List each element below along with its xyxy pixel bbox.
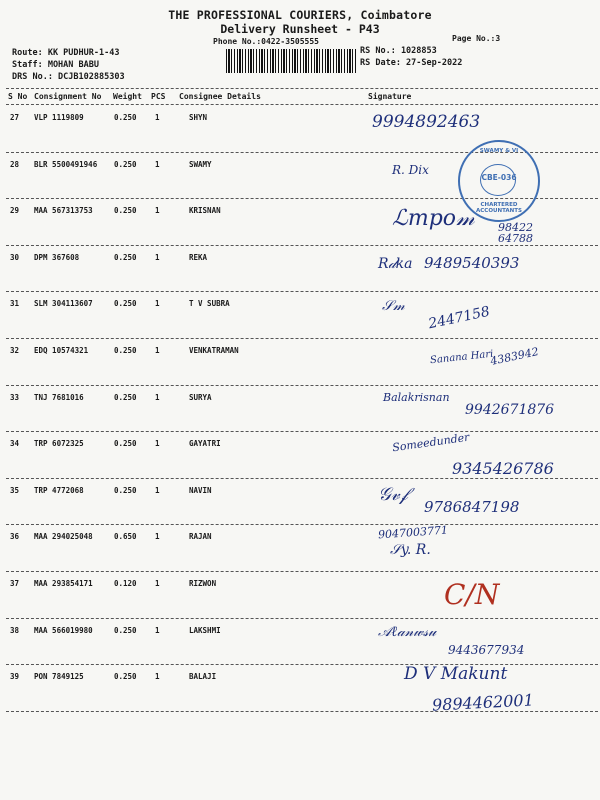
col-weight: Weight [113, 92, 142, 101]
row-consignment: VLP 1119809 [34, 113, 84, 122]
handwritten-name: Someedunder [391, 430, 471, 455]
row-pcs: 1 [155, 346, 160, 355]
row-consignee: SHYN [189, 113, 208, 122]
col-pcs: PCS [151, 92, 166, 101]
row-pcs: 1 [155, 299, 160, 309]
handwritten-number: 98422 64788 [498, 221, 533, 245]
row-consignment: MAA 566019980 [34, 625, 93, 635]
row-divider [6, 664, 598, 665]
row-sno: 27 [10, 113, 20, 122]
header-rule-top [6, 88, 598, 89]
handwritten-number: 9942671876 [465, 402, 555, 418]
handwritten-scribble: ℒmpo𝓂 [392, 206, 475, 231]
row-consignee: RIZWON [189, 579, 217, 588]
handwritten-name: D V Makunt [404, 664, 508, 684]
row-consignment: PON 7849125 [34, 672, 84, 682]
col-sno: S No [8, 92, 28, 101]
row-weight: 0.250 [114, 439, 137, 449]
barcode [226, 49, 356, 73]
row-divider [6, 385, 598, 386]
row-sno: 35 [10, 485, 20, 495]
row-sno: 36 [10, 532, 20, 542]
header-rule-bottom [6, 104, 598, 105]
handwritten-cn-mark: C/N [444, 578, 500, 611]
row-weight: 0.250 [114, 299, 137, 309]
row-sno: 30 [10, 252, 20, 262]
company-name: THE PROFESSIONAL COURIERS, Coimbatore [168, 8, 432, 22]
row-consignment: TNJ 7681016 [34, 392, 84, 402]
row-consignment: MAA 294025048 [34, 532, 93, 542]
row-consignee: NAVIN [189, 485, 212, 495]
row-divider [6, 524, 598, 525]
route-label: Route: KK PUDHUR-1-43 [12, 48, 120, 58]
row-consignee: T V SUBRA [189, 299, 230, 309]
row-weight: 0.650 [114, 532, 137, 542]
row-pcs: 1 [155, 113, 160, 122]
handwritten-number: 9994892463 [372, 112, 481, 132]
row-pcs: 1 [155, 625, 160, 635]
row-divider [6, 711, 598, 712]
row-sno: 34 [10, 439, 20, 449]
handwritten-number: 9047003771 [377, 523, 449, 542]
row-sno: 37 [10, 579, 20, 588]
row-consignment: MAA 567313753 [34, 206, 93, 216]
handwritten-number: 9443677934 [448, 643, 525, 657]
document-title: Delivery Runsheet - P43 [220, 22, 380, 36]
handwritten-signature: 𝒜ℓ𝒶𝓃𝓌𝓈𝓊 [378, 624, 437, 640]
col-signature: Signature [368, 92, 412, 101]
row-sno: 31 [10, 299, 20, 309]
row-sno: 32 [10, 346, 20, 355]
row-consignment: EDQ 10574321 [34, 346, 89, 355]
col-consignee: Consignee Details [179, 92, 261, 101]
row-weight: 0.250 [114, 113, 137, 122]
row-divider [6, 618, 598, 619]
handwritten-signature: Sanana Hari [429, 348, 494, 367]
row-sno: 38 [10, 625, 20, 635]
row-sno: 28 [10, 159, 20, 169]
row-consignee: BALAJI [189, 672, 217, 682]
page-number: Page No.:3 [452, 34, 501, 43]
row-consignment: MAA 293854171 [34, 579, 93, 588]
row-pcs: 1 [155, 672, 160, 682]
handwritten-number: 2447158 [427, 303, 492, 333]
handwritten-number: 9345426786 [452, 459, 554, 478]
handwritten-signature: R. Dix [392, 163, 429, 177]
row-consignee: REKA [189, 252, 208, 262]
row-consignment: TRP 6072325 [34, 439, 84, 449]
handwritten-number: 9786847198 [424, 498, 520, 516]
row-weight: 0.250 [114, 392, 137, 402]
row-pcs: 1 [155, 485, 160, 495]
row-consignment: SLM 304113607 [34, 299, 93, 309]
row-pcs: 1 [155, 159, 160, 169]
row-consignee: KRISNAN [189, 206, 221, 216]
row-divider [6, 338, 598, 339]
row-divider [6, 291, 598, 292]
phone-number: Phone No.:0422-3505555 [213, 37, 319, 46]
row-weight: 0.250 [114, 625, 137, 635]
row-consignee: SWAMY [189, 159, 212, 169]
row-consignee: SURYA [189, 392, 212, 402]
row-pcs: 1 [155, 532, 160, 542]
row-consignment: TRP 4772068 [34, 485, 84, 495]
row-consignee: GAYATRI [189, 439, 221, 449]
handwritten-name: Balakrisnan [383, 391, 450, 404]
handwritten-signature: 𝒢𝓋𝒻 [378, 484, 408, 505]
rs-date: RS Date: 27-Sep-2022 [360, 58, 463, 68]
row-weight: 0.250 [114, 252, 137, 262]
rs-number: RS No.: 1028853 [360, 46, 437, 56]
chartered-accountants-stamp: SWAMY & VI CBE-036 CHARTERED ACCOUNTANTS [458, 140, 540, 222]
handwritten-signature: R𝒹ka [378, 256, 413, 272]
row-pcs: 1 [155, 579, 160, 588]
row-sno: 29 [10, 206, 20, 216]
drs-number: DRS No.: DCJB102885303 [12, 72, 125, 82]
row-weight: 0.250 [114, 346, 137, 355]
row-pcs: 1 [155, 392, 160, 402]
row-weight: 0.250 [114, 206, 137, 216]
row-pcs: 1 [155, 206, 160, 216]
col-consignment: Consignment No [34, 92, 102, 101]
handwritten-number: 4383942 [489, 345, 540, 368]
row-consignment: DPM 367608 [34, 252, 80, 262]
row-weight: 0.250 [114, 672, 137, 682]
row-sno: 33 [10, 392, 20, 402]
row-weight: 0.250 [114, 159, 137, 169]
handwritten-number: 9489540393 [424, 254, 520, 272]
row-divider [6, 431, 598, 432]
row-consignee: LAKSHMI [189, 625, 221, 635]
staff-label: Staff: MOHAN BABU [12, 60, 99, 70]
handwritten-number: 9894462001 [431, 690, 535, 715]
row-pcs: 1 [155, 439, 160, 449]
row-consignee: VENKATRAMAN [189, 346, 239, 355]
handwritten-signature: 𝒮𝓂 [382, 298, 405, 314]
row-pcs: 1 [155, 252, 160, 262]
handwritten-signature: 𝒮y. R. [390, 542, 431, 558]
row-divider [6, 571, 598, 572]
row-consignment: BLR 5500491946 [34, 159, 98, 169]
row-sno: 39 [10, 672, 20, 682]
row-consignee: RAJAN [189, 532, 212, 542]
row-weight: 0.250 [114, 485, 137, 495]
row-weight: 0.120 [114, 579, 137, 588]
